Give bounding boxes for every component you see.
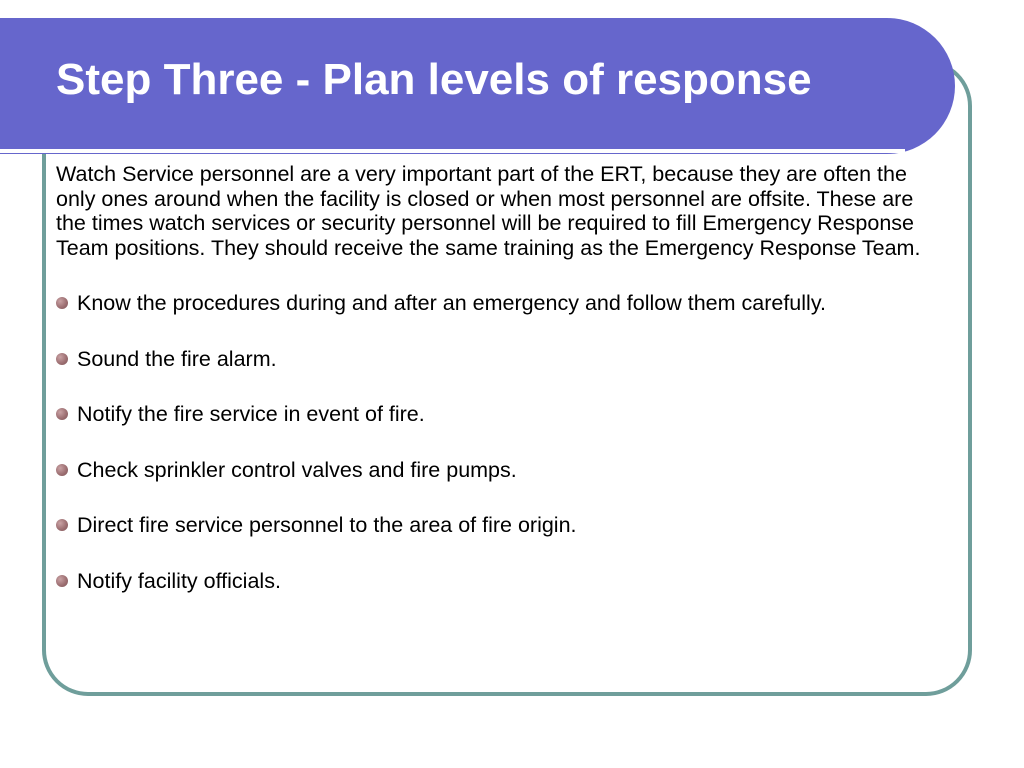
bullet-item (56, 458, 936, 483)
bullet-text: Notify the fire service in event of fire. (77, 402, 425, 426)
bullet-text: Sound the fire alarm. (77, 346, 277, 371)
bullet-item (56, 347, 936, 372)
slide-title: Step Three - Plan levels of response (56, 55, 812, 104)
bullet-text: Direct fire service personnel to the area of fire origin. (77, 513, 577, 537)
round-bullet-icon (56, 575, 68, 587)
bullet-item (56, 402, 936, 427)
round-bullet-icon (56, 519, 68, 531)
round-bullet-icon (56, 408, 68, 420)
round-bullet-icon (56, 297, 68, 309)
bullet-text: Notify facility officials. (77, 568, 281, 593)
bullet-item (56, 513, 936, 538)
round-bullet-icon (56, 353, 68, 365)
bullet-item (56, 569, 936, 594)
round-bullet-icon (56, 464, 68, 476)
bullet-text: Check sprinkler control valves and fire pumps. (77, 457, 517, 482)
bullet-text: Know the procedures during and after an emergency and follow them carefully. (77, 291, 826, 315)
slide-body (56, 162, 936, 624)
bullet-item (56, 291, 936, 316)
intro-paragraph: Watch Service personnel are a very important part of the ERT, because they are often the only ones around when the facility is closed or when most personnel are offsite. These are the times watch services or security personnel will be required to fill Emergency Response Team positions. They should receive the same training as the Emergency Response Team. (56, 162, 921, 260)
title-underline (0, 149, 905, 153)
